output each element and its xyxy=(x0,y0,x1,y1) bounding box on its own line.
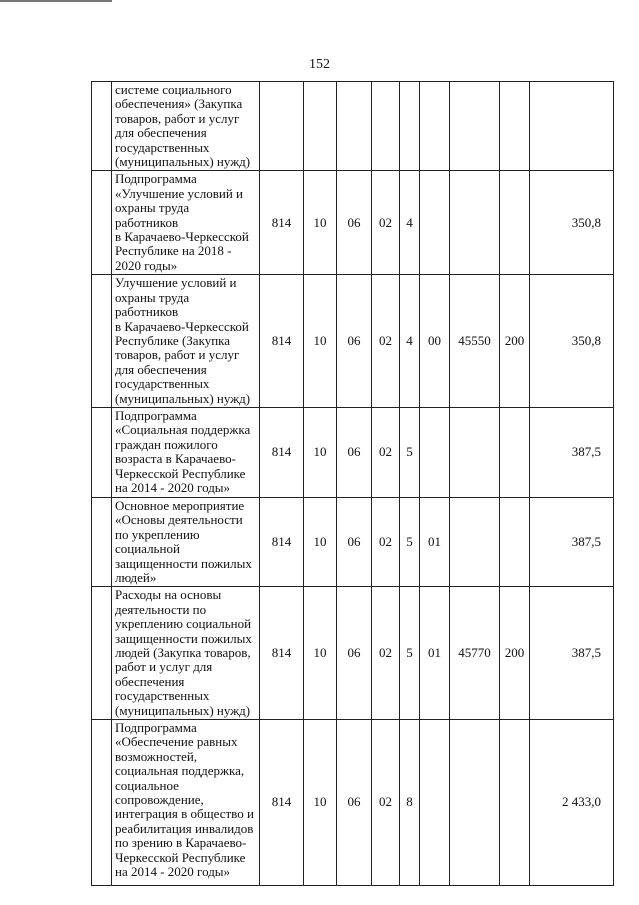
item-name-line: для обеспечения xyxy=(115,125,207,141)
ministry-code-cell: 814 xyxy=(260,275,304,408)
item-name-line: защищенности пожилых xyxy=(115,630,252,646)
ministry-code-cell xyxy=(260,82,304,171)
item-name-line: социальное xyxy=(115,777,179,793)
item-name-line: людей» xyxy=(115,569,157,585)
item-name-line: Черкесской Республике xyxy=(115,849,246,865)
program-code-cell: 02 xyxy=(372,171,400,275)
expense-type-code-cell xyxy=(500,171,530,275)
item-name-line: государственных xyxy=(115,376,210,392)
item-name-line: социальная поддержка, xyxy=(115,763,245,779)
direction-code-cell xyxy=(450,171,500,275)
item-name-line: товаров, работ и услуг xyxy=(115,110,240,126)
item-name-line: в Карачаево-Черкесской xyxy=(115,229,249,245)
event-code-cell: 01 xyxy=(420,587,450,720)
row-margin-cell xyxy=(92,171,112,275)
amount-cell: 2 433,0 xyxy=(530,720,614,886)
item-name-line: системе социального xyxy=(115,82,232,97)
section-code-cell: 10 xyxy=(304,497,337,586)
item-name-line: по зрению в Карачаево- xyxy=(115,835,247,851)
item-name-line: «Основы деятельности xyxy=(115,512,243,528)
subprogram-code-cell: 5 xyxy=(400,407,420,497)
amount-cell xyxy=(530,82,614,171)
item-name-cell xyxy=(112,82,260,171)
item-name-line: на 2014 - 2020 годы» xyxy=(115,479,231,495)
page-number: 152 xyxy=(309,57,330,72)
item-name-line: социальной xyxy=(115,541,180,557)
item-name-line: работ и услуг для xyxy=(115,659,213,675)
item-name-line: возраста в Карачаево- xyxy=(115,451,236,467)
item-name-line: государственных xyxy=(115,139,210,155)
row-margin-cell xyxy=(92,497,112,586)
subsection-code-cell xyxy=(337,82,372,171)
item-name-line: Республике на 2018 - xyxy=(115,243,232,259)
event-code-cell xyxy=(420,82,450,171)
expense-type-code-cell xyxy=(500,407,530,497)
subprogram-code-cell: 5 xyxy=(400,497,420,586)
section-code-cell: 10 xyxy=(304,720,337,886)
section-code-cell: 10 xyxy=(304,407,337,497)
subsection-code-cell: 06 xyxy=(337,587,372,720)
event-code-cell: 00 xyxy=(420,275,450,408)
item-name-line: сопровождение, xyxy=(115,792,204,808)
item-name-line: охраны труда работников xyxy=(115,200,190,230)
item-name-line: Улучшение условий и xyxy=(115,275,237,291)
item-name-cell xyxy=(112,407,260,497)
item-name-line: людей (Закупка товаров, xyxy=(115,645,251,660)
item-name-cell xyxy=(112,497,260,586)
ministry-code-cell: 814 xyxy=(260,407,304,497)
item-name-line: в Карачаево-Черкесской xyxy=(115,318,249,334)
direction-code-cell xyxy=(450,407,500,497)
expense-type-code-cell xyxy=(500,497,530,586)
item-name-cell xyxy=(112,171,260,275)
table-row xyxy=(92,587,614,720)
direction-code-cell: 45550 xyxy=(450,275,500,408)
event-code-cell xyxy=(420,407,450,497)
subsection-code-cell: 06 xyxy=(337,720,372,886)
item-name-line: охраны труда работников xyxy=(115,289,190,320)
amount-cell: 387,5 xyxy=(530,587,614,720)
section-code-cell: 10 xyxy=(304,171,337,275)
direction-code-cell: 45770 xyxy=(450,587,500,720)
item-name-line: возможностей, xyxy=(115,748,198,764)
table-row xyxy=(92,82,614,171)
program-code-cell: 02 xyxy=(372,275,400,408)
table-row xyxy=(92,497,614,586)
row-margin-cell xyxy=(92,720,112,886)
item-name-line: Республике (Закупка xyxy=(115,332,231,348)
item-name-cell xyxy=(112,275,260,408)
subprogram-code-cell: 4 xyxy=(400,275,420,408)
row-margin-cell xyxy=(92,587,112,720)
section-code-cell xyxy=(304,82,337,171)
scan-edge-mark xyxy=(0,0,112,2)
row-margin-cell xyxy=(92,82,112,171)
budget-table xyxy=(91,81,614,886)
subprogram-code-cell xyxy=(400,82,420,171)
row-margin-cell xyxy=(92,407,112,497)
section-code-cell: 10 xyxy=(304,587,337,720)
row-margin-cell xyxy=(92,275,112,408)
program-code-cell: 02 xyxy=(372,407,400,497)
item-name-line: «Обеспечение равных xyxy=(115,734,238,750)
item-name-line: (муниципальных) нужд) xyxy=(115,154,251,170)
expense-type-code-cell xyxy=(500,82,530,171)
event-code-cell: 01 xyxy=(420,497,450,586)
item-name-line: Основное мероприятие xyxy=(115,497,245,513)
item-name-line: на 2014 - 2020 годы» xyxy=(115,864,231,880)
item-name-line: для обеспечения xyxy=(115,361,207,377)
item-name-cell xyxy=(112,720,260,886)
ministry-code-cell: 814 xyxy=(260,497,304,586)
table-row xyxy=(92,407,614,497)
item-name-line: Расходы на основы xyxy=(115,587,222,603)
ministry-code-cell: 814 xyxy=(260,720,304,886)
budget-table-body xyxy=(92,82,614,886)
subsection-code-cell: 06 xyxy=(337,171,372,275)
subprogram-code-cell: 5 xyxy=(400,587,420,720)
table-row xyxy=(92,171,614,275)
item-name-line: обеспечения xyxy=(115,673,185,689)
direction-code-cell xyxy=(450,82,500,171)
item-name-line: интеграция в общество и xyxy=(115,806,254,822)
item-name-line: товаров, работ и услуг xyxy=(115,347,240,363)
item-name-line: Подпрограмма xyxy=(115,171,197,187)
item-name-line: реабилитация инвалидов xyxy=(115,820,254,836)
section-code-cell: 10 xyxy=(304,275,337,408)
item-name-line: «Социальная поддержка xyxy=(115,422,251,438)
program-code-cell xyxy=(372,82,400,171)
item-name-line: 2020 годы» xyxy=(115,257,178,273)
event-code-cell xyxy=(420,171,450,275)
ministry-code-cell: 814 xyxy=(260,171,304,275)
item-name-line: укреплению социальной xyxy=(115,616,252,632)
subsection-code-cell: 06 xyxy=(337,275,372,408)
item-name-line: по укреплению xyxy=(115,526,200,542)
program-code-cell: 02 xyxy=(372,497,400,586)
event-code-cell xyxy=(420,720,450,886)
item-name-line: граждан пожилого xyxy=(115,436,218,452)
item-name-line: (муниципальных) нужд) xyxy=(115,390,251,406)
direction-code-cell xyxy=(450,497,500,586)
table-row xyxy=(92,275,614,408)
item-name-line: «Улучшение условий и xyxy=(115,185,243,201)
expense-type-code-cell: 200 xyxy=(500,275,530,408)
amount-cell: 350,8 xyxy=(530,275,614,408)
program-code-cell: 02 xyxy=(372,587,400,720)
item-name-line: деятельности по xyxy=(115,601,207,617)
amount-cell: 350,8 xyxy=(530,171,614,275)
table-row xyxy=(92,720,614,886)
program-code-cell: 02 xyxy=(372,720,400,886)
item-name-line: Черкесской Республике xyxy=(115,465,246,481)
item-name-line: государственных xyxy=(115,688,210,704)
item-name-cell xyxy=(112,587,260,720)
amount-cell: 387,5 xyxy=(530,407,614,497)
subsection-code-cell: 06 xyxy=(337,497,372,586)
amount-cell: 387,5 xyxy=(530,497,614,586)
expense-type-code-cell xyxy=(500,720,530,886)
item-name-line: Подпрограмма xyxy=(115,720,197,736)
subprogram-code-cell: 4 xyxy=(400,171,420,275)
item-name-line: Подпрограмма xyxy=(115,407,197,423)
expense-type-code-cell: 200 xyxy=(500,587,530,720)
subprogram-code-cell: 8 xyxy=(400,720,420,886)
subsection-code-cell: 06 xyxy=(337,407,372,497)
item-name-line: (муниципальных) нужд) xyxy=(115,702,251,718)
ministry-code-cell: 814 xyxy=(260,587,304,720)
item-name-line: обеспечения» (Закупка xyxy=(115,96,243,112)
direction-code-cell xyxy=(450,720,500,886)
item-name-line: защищенности пожилых xyxy=(115,555,252,571)
